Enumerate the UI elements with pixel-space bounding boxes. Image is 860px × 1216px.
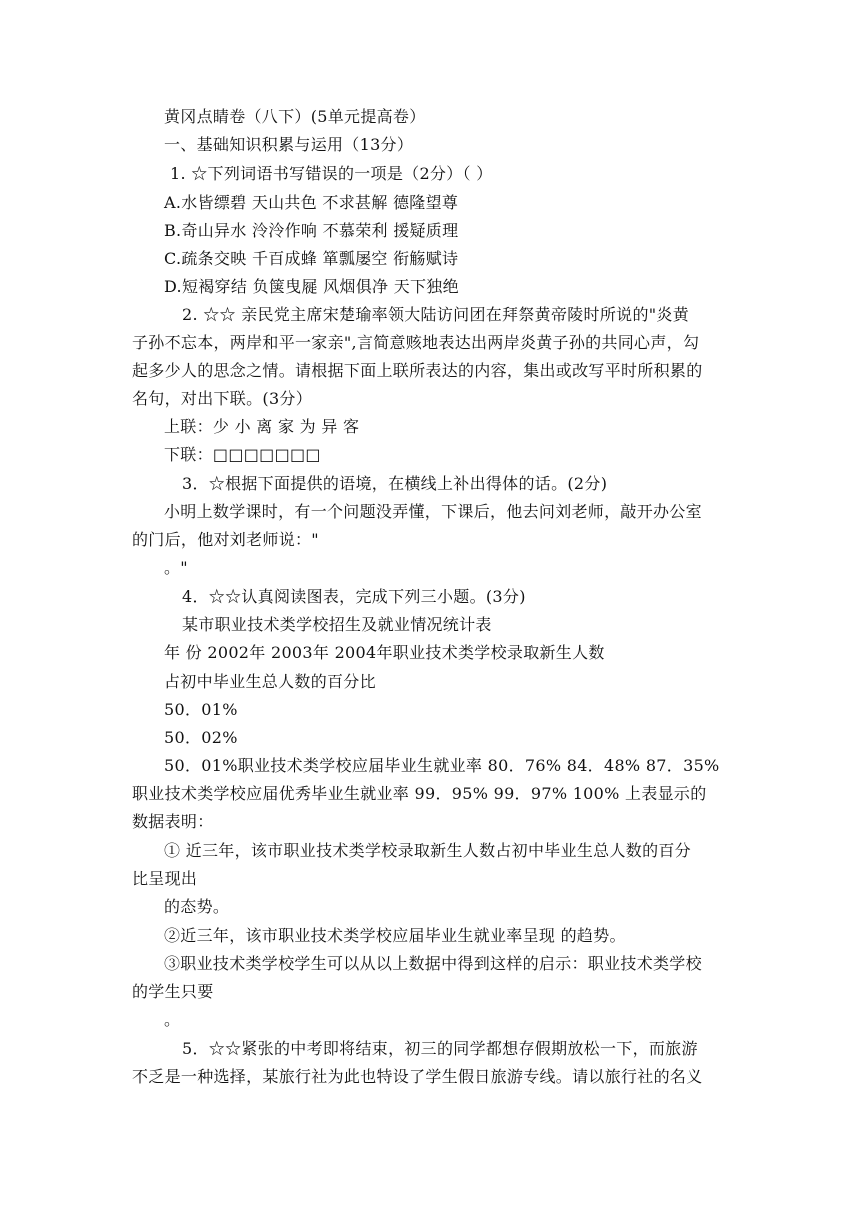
question-4-line: 比呈现出 (132, 869, 198, 888)
question-4-line: 数据表明： (132, 812, 214, 831)
table-row: 占初中毕业生总人数的百分比 (164, 672, 376, 691)
question-1-stem: 1. ☆下列词语书写错误的一项是（2分）（ ） (170, 164, 493, 183)
table-row: 职业技术类学校应届优秀毕业生就业率 99．95% 99．97% 100% 上表显示的 (132, 784, 707, 803)
question-3-stem: 3．☆根据下面提供的语境，在横线上补出得体的话。(2分) (182, 474, 608, 493)
question-5-stem: 5．☆☆紧张的中考即将结束，初三的同学都想存假期放松一下，而旅游 (182, 1039, 698, 1058)
question-4-sub-1: ① 近三年，该市职业技术类学校录取新生人数占初中毕业生总人数的百分 (164, 841, 691, 860)
question-5-line: 不乏是一种选择，某旅行社为此也特设了学生假日旅游专线。请以旅行社的名义 (132, 1067, 703, 1086)
question-3-line: 。" (164, 558, 188, 577)
question-2-line: 2. ☆☆ 亲民党主席宋楚瑜率领大陆访问团在拜祭黄帝陵时所说的"炎黄 (182, 305, 689, 324)
question-2-line: 名句，对出下联。(3分） (132, 389, 313, 408)
question-1-option-d: D.短褐穿结 负箧曳屣 风烟俱净 天下独绝 (164, 277, 459, 296)
paper-title: 黄冈点睛卷（八下）(5单元提高卷） (164, 107, 426, 126)
question-1-option-c: C.疏条交映 千百成蜂 箪瓢屡空 衔觞赋诗 (164, 249, 459, 268)
table-row: 50．01%职业技术类学校应届毕业生就业率 80．76% 84．48% 87．35% (164, 756, 720, 775)
table-row: 年 份 2002年 2003年 2004年职业技术类学校录取新生人数 (164, 643, 605, 662)
table-cell: 50．02% (164, 728, 238, 747)
question-4-sub-3: ③职业技术类学校学生可以从以上数据中得到这样的启示：职业技术类学校 (164, 954, 702, 973)
question-2-line: 起多少人的思念之情。请根据下面上联所表达的内容，集出或改写平时所积累的 (132, 361, 703, 380)
question-4-sub-2: ②近三年，该市职业技术类学校应届毕业生就业率呈现 的趋势。 (164, 926, 626, 945)
question-4-line: 。 (164, 1010, 181, 1029)
table-cell: 50．01% (164, 700, 238, 719)
question-3-line: 小明上数学课时，有一个问题没弄懂，下课后，他去问刘老师，敲开办公室 (164, 502, 702, 521)
question-3-line: 的门后，他对刘老师说：" (132, 530, 319, 549)
table-title: 某市职业技术类学校招生及就业情况统计表 (182, 615, 492, 634)
question-1-option-a: A.水皆缥碧 天山共色 不求甚解 德隆望尊 (164, 193, 459, 212)
question-1-option-b: B.奇山异水 泠泠作响 不慕荣利 援疑质理 (164, 221, 459, 240)
question-4-line: 的学生只要 (132, 982, 214, 1001)
question-2-line: 子孙不忘本，两岸和平一家亲",言简意赅地表达出两岸炎黄子孙的共同心声，勾 (132, 333, 700, 352)
section-heading: 一、基础知识积累与运用（13分） (164, 135, 414, 154)
couplet-lower: 下联：□□□□□□□ (164, 445, 321, 464)
question-4-stem: 4．☆☆认真阅读图表，完成下列三小题。(3分) (182, 587, 526, 606)
question-4-line: 的态势。 (164, 897, 230, 916)
couplet-upper: 上联：少 小 离 家 为 异 客 (164, 417, 360, 436)
